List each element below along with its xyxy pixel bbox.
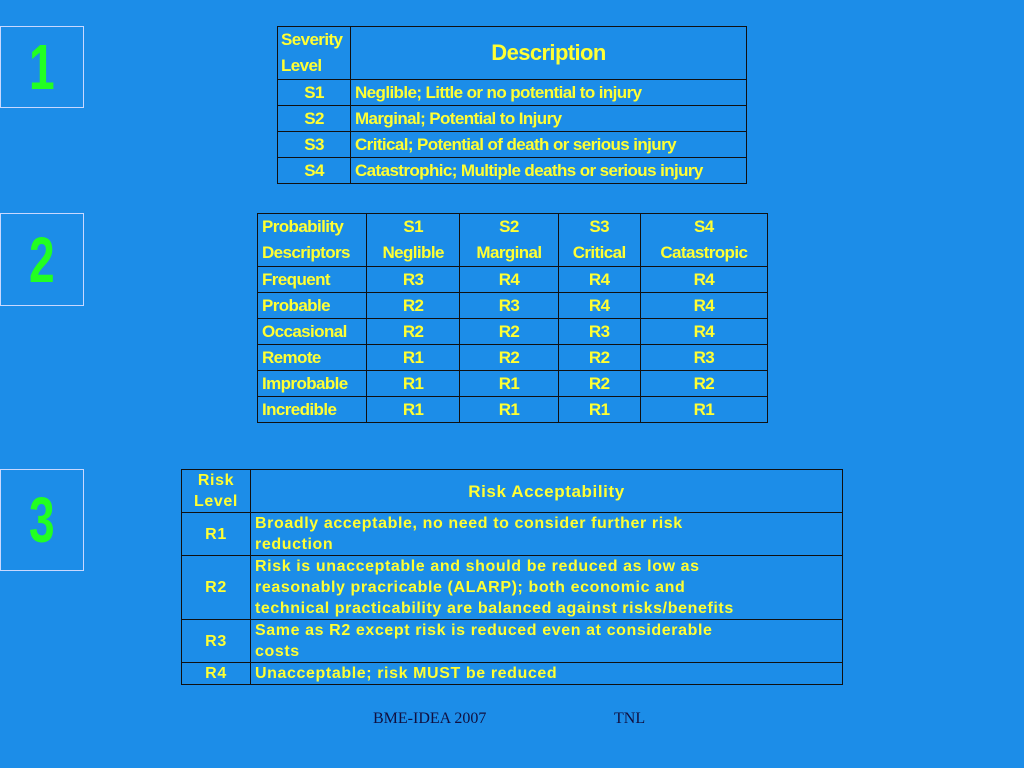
description-header: Description bbox=[351, 27, 747, 80]
risk-cell: R1 bbox=[460, 397, 558, 423]
risk-acceptability-text: Broadly acceptable, no need to consider further risk reduction bbox=[251, 513, 843, 556]
table-row bbox=[258, 293, 768, 319]
risk-cell: R3 bbox=[558, 319, 640, 345]
footer-author: TNL bbox=[614, 710, 646, 727]
risk-cell: R1 bbox=[460, 371, 558, 397]
probability-descriptor: Incredible bbox=[258, 397, 367, 423]
severity-description: Marginal; Potential to Injury bbox=[351, 106, 747, 132]
severity-description: Neglible; Little or no potential to injury bbox=[351, 80, 747, 106]
risk-acceptability-text: Unacceptable; risk MUST be reduced bbox=[251, 663, 843, 685]
probability-descriptor: Frequent bbox=[258, 267, 367, 293]
risk-cell: R2 bbox=[460, 345, 558, 371]
table-row bbox=[258, 267, 768, 293]
table-row bbox=[182, 556, 843, 620]
severity-level-header: Severity Level bbox=[278, 27, 351, 80]
probability-descriptor: Improbable bbox=[258, 371, 367, 397]
risk-cell: R1 bbox=[640, 397, 767, 423]
severity-level: S4 bbox=[278, 158, 351, 184]
severity-level: S2 bbox=[278, 106, 351, 132]
risk-level-header: Risk Level bbox=[182, 470, 251, 513]
column-header-s1: S1 Neglible bbox=[367, 214, 460, 267]
table-header-row bbox=[182, 470, 843, 513]
risk-cell: R4 bbox=[558, 293, 640, 319]
footer-event: BME-IDEA 2007 bbox=[373, 710, 487, 727]
column-header-s2: S2 Marginal bbox=[460, 214, 558, 267]
risk-cell: R2 bbox=[558, 345, 640, 371]
severity-description: Catastrophic; Multiple deaths or serious injury bbox=[351, 158, 747, 184]
severity-level: S1 bbox=[278, 80, 351, 106]
risk-acceptability-table bbox=[181, 469, 843, 685]
probability-descriptor: Remote bbox=[258, 345, 367, 371]
risk-cell: R4 bbox=[460, 267, 558, 293]
risk-cell: R2 bbox=[558, 371, 640, 397]
risk-cell: R2 bbox=[460, 319, 558, 345]
table-row bbox=[182, 663, 843, 685]
risk-level: R4 bbox=[182, 663, 251, 685]
risk-level: R1 bbox=[182, 513, 251, 556]
risk-level: R2 bbox=[182, 556, 251, 620]
risk-cell: R4 bbox=[640, 319, 767, 345]
risk-cell: R2 bbox=[367, 293, 460, 319]
table-row bbox=[182, 620, 843, 663]
risk-cell: R3 bbox=[460, 293, 558, 319]
risk-cell: R2 bbox=[640, 371, 767, 397]
risk-cell: R3 bbox=[367, 267, 460, 293]
risk-cell: R4 bbox=[640, 267, 767, 293]
risk-cell: R4 bbox=[558, 267, 640, 293]
table-row bbox=[278, 158, 747, 184]
table-row bbox=[258, 319, 768, 345]
section-number-3: 3 bbox=[0, 469, 84, 571]
risk-cell: R3 bbox=[640, 345, 767, 371]
section-number-1: 1 bbox=[0, 26, 84, 108]
risk-cell: R1 bbox=[367, 345, 460, 371]
risk-cell: R1 bbox=[367, 371, 460, 397]
severity-table bbox=[277, 26, 747, 184]
table-row bbox=[258, 345, 768, 371]
table-row bbox=[278, 106, 747, 132]
risk-cell: R2 bbox=[367, 319, 460, 345]
probability-descriptors-header: Probability Descriptors bbox=[258, 214, 367, 267]
risk-cell: R1 bbox=[367, 397, 460, 423]
table-row bbox=[182, 513, 843, 556]
risk-matrix-table bbox=[257, 213, 768, 423]
risk-acceptability-header: Risk Acceptability bbox=[251, 470, 843, 513]
column-header-s3: S3 Critical bbox=[558, 214, 640, 267]
severity-description: Critical; Potential of death or serious injury bbox=[351, 132, 747, 158]
risk-acceptability-text: Same as R2 except risk is reduced even at considerable costs bbox=[251, 620, 843, 663]
risk-cell: R4 bbox=[640, 293, 767, 319]
severity-level: S3 bbox=[278, 132, 351, 158]
table-header-row bbox=[258, 214, 768, 267]
table-row bbox=[278, 132, 747, 158]
section-number-2: 2 bbox=[0, 213, 84, 306]
probability-descriptor: Probable bbox=[258, 293, 367, 319]
risk-acceptability-text: Risk is unacceptable and should be reduced as low as reasonably pracricable (ALARP); both economic and technical practicability are balanced against risks/benefits bbox=[251, 556, 843, 620]
table-header-row bbox=[278, 27, 747, 80]
probability-descriptor: Occasional bbox=[258, 319, 367, 345]
column-header-s4: S4 Catastropic bbox=[640, 214, 767, 267]
table-row bbox=[258, 371, 768, 397]
table-row bbox=[258, 397, 768, 423]
table-row bbox=[278, 80, 747, 106]
risk-level: R3 bbox=[182, 620, 251, 663]
risk-cell: R1 bbox=[558, 397, 640, 423]
